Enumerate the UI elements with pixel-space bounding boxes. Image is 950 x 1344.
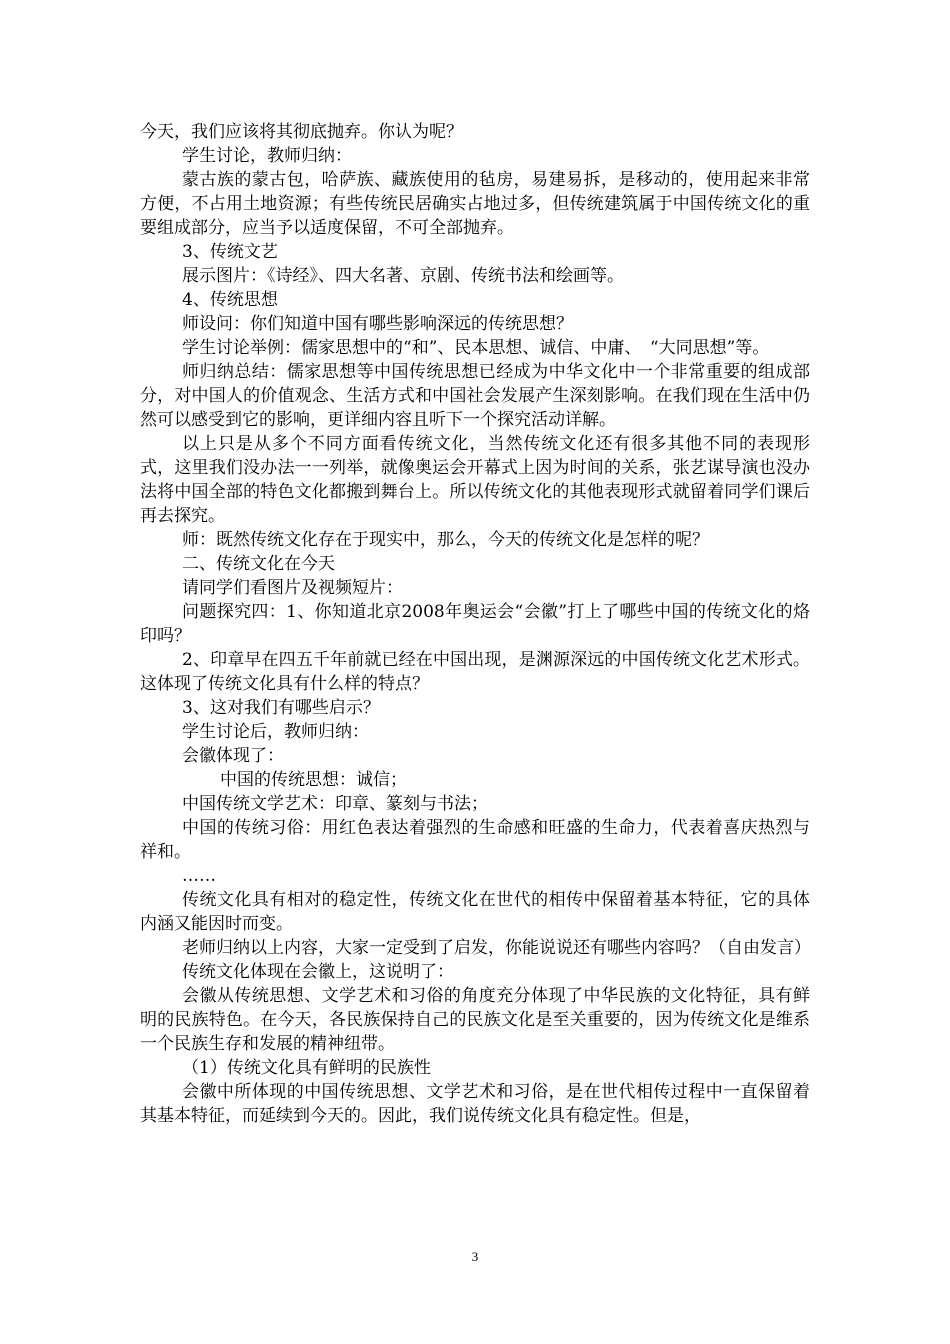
body-text: [140, 120, 810, 1128]
section-heading: 3、传统文艺: [182, 242, 278, 262]
paragraph-continuation: 今天，我们应该将其彻底抛弃。你认为呢？: [140, 122, 463, 142]
section-heading: （1）传统文化具有鲜明的民族性: [182, 1058, 431, 1078]
paragraph: 蒙古族的蒙古包，哈萨族、藏族使用的毡房，易建易拆，是移动的，使用起来非常方便，不占用土地资源；有些传统民居确实占地过多，但传统建筑属于中国传统文化的重要组成部分，应当予以适度保留，不可全部抛弃。: [140, 170, 810, 238]
question: 问题探究四：1、你知道北京2008年奥运会“会徽”打上了哪些中国的传统文化的烙印吗？: [140, 602, 810, 646]
paragraph: 以上只是从多个不同方面看传统文化，当然传统文化还有很多其他不同的表现形式，这里我们没办法一一列举，就像奥运会开幕式上因为时间的关系，张艺谋导演也没办法将中国全部的特色文化都搬到舞台上。所以传统文化的其他表现形式就留着同学们课后再去探究。: [140, 434, 810, 526]
question: 2、印章早在四五千年前就已经在中国出现，是渊源深远的中国传统文化艺术形式。这体现了传统文化具有什么样的特点？: [140, 650, 810, 694]
section-heading: 4、传统思想: [182, 290, 278, 310]
paragraph: 会徽体现了：: [182, 746, 284, 766]
list-item: 中国的传统习俗：用红色表达着强烈的生命感和旺盛的生命力，代表着喜庆热烈与祥和。: [140, 818, 810, 862]
paragraph: 展示图片：《诗经》、四大名著、京剧、传统书法和绘画等。: [182, 266, 624, 286]
paragraph: 老师归纳以上内容，大家一定受到了启发，你能说说还有哪些内容吗？（自由发言）: [182, 938, 811, 958]
paragraph: 师归纳总结：儒家思想等中国传统思想已经成为中华文化中一个非常重要的组成部分，对中国人的价值观念、生活方式和中国社会发展产生深刻影响。在我们现在生活中仍然可以感受到它的影响，更详细内容且听下一个探究活动详解。: [140, 362, 810, 430]
paragraph: 师设问：你们知道中国有哪些影响深远的传统思想？: [182, 314, 573, 334]
paragraph: 师：既然传统文化存在于现实中，那么，今天的传统文化是怎样的呢？: [182, 530, 709, 550]
paragraph: 会徽中所体现的中国传统思想、文学艺术和习俗，是在世代相传过程中一直保留着其基本特征，而延续到今天的。因此，我们说传统文化具有稳定性。但是，: [140, 1082, 810, 1126]
section-heading: 二、传统文化在今天: [182, 554, 335, 574]
paragraph: 学生讨论，教师归纳：: [182, 146, 352, 166]
paragraph: 学生讨论后，教师归纳：: [182, 722, 369, 742]
list-item: 中国的传统思想：诚信；: [220, 770, 407, 790]
paragraph: 学生讨论举例：儒家思想中的“和”、民本思想、诚信、中庸、 “大同思想”等。: [182, 338, 770, 358]
page-number: 3: [471, 1249, 479, 1264]
paragraph: 传统文化体现在会徽上，这说明了：: [182, 962, 454, 982]
ellipsis: ……: [182, 866, 216, 886]
question: 3、这对我们有哪些启示？: [182, 698, 380, 718]
paragraph: 请同学们看图片及视频短片：: [182, 578, 403, 598]
paragraph: 会徽从传统思想、文学艺术和习俗的角度充分体现了中华民族的文化特征，具有鲜明的民族特色。在今天，各民族保持自己的民族文化是至关重要的，因为传统文化是维系一个民族生存和发展的精神纽带。: [140, 986, 810, 1054]
list-item: 中国传统文学艺术：印章、篆刻与书法；: [182, 794, 488, 814]
paragraph: 传统文化具有相对的稳定性，传统文化在世代的相传中保留着基本特征，它的具体内涵又能因时而变。: [140, 890, 810, 934]
